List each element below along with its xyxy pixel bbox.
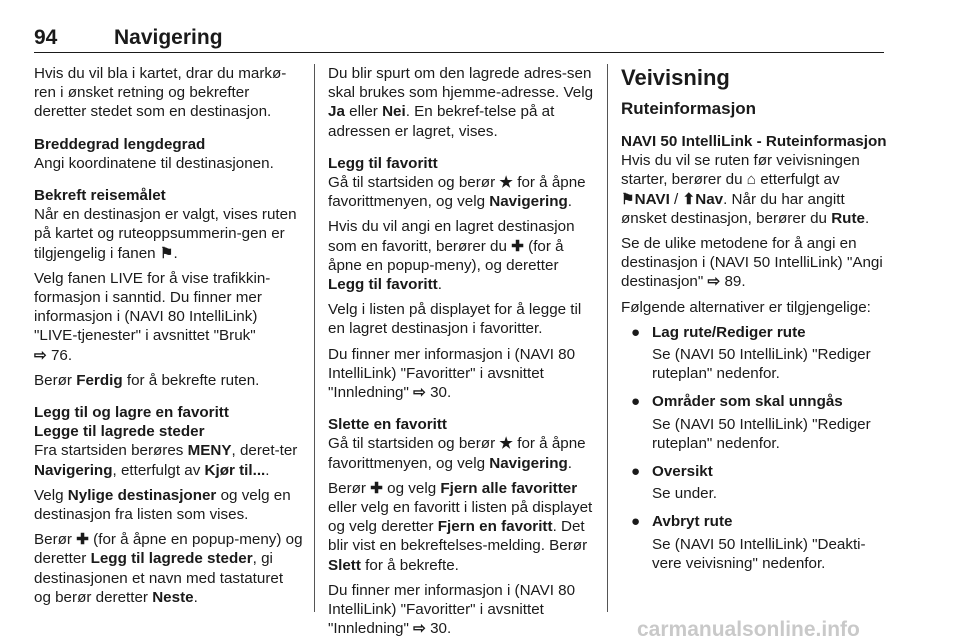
page-reference-icon: ⇨ [34,346,47,364]
heading-confirm-trip: Bekreft reisemålet [34,187,166,205]
page-reference-icon: ⇨ [413,384,426,402]
paragraph-scroll-map: Hvis du vil bla i kartet, drar du markø-ren i ønsket retning og bekrefter deretter stedet som en destinasjon. [34,65,287,121]
watermark: carmanualsonline.info [637,618,860,641]
paragraph-plus: Berør ✚ (for å åpne en popup-meny) og deretter Legg til lagrede steder, gi destinasjonen et navn med tastaturet og berør deretter Neste. [34,531,303,606]
paragraph-confirm-trip: Når en destinasjon er valgt, vises ruten på kartet og ruteoppsummerin-gen er tilgjengelig i fanen ⚑. [34,206,297,262]
bullet-icon: ● [631,323,641,341]
list-item: ● Lag rute/Rediger rute Se (NAVI 50 IntelliLink) "Rediger ruteplan" nedenfor. [631,323,871,383]
paragraph-more-info-1: Du finner mer informasjon i (NAVI 80 IntelliLink) "Favoritter" i avsnittet "Innledning" ⇨ 30. [328,345,576,402]
column-3 [621,64,887,582]
chapter-title: Navigering [114,26,223,49]
section-subtitle: Ruteinformasjon [621,99,757,118]
plus-icon: ✚ [511,237,524,255]
paragraph-done: Berør Ferdig for å bekrefte ruten. [34,371,260,389]
heading-add-favourite: Legg til og lagre en favoritt [34,404,229,422]
header-divider [34,52,884,53]
page-header [34,26,884,52]
paragraph-home-address: Du blir spurt om den lagrede adres-sen skal brukes som hjemme-adresse. Velg Ja eller Nei. En bekref-telse på at adressen er lagret, vises. [328,65,594,140]
navigation-arrow-icon: ⬆ [682,190,696,208]
list-item: ● Oversikt Se under. [631,463,718,503]
plus-icon: ✚ [76,531,89,549]
paragraph-remove: Berør ✚ og velg Fjern alle favoritter eller velg en favoritt i listen på displayet og velg deretter Fjern en favoritt. Det blir vist en bekreftelses-melding. Berør Slett for å bekrefte. [328,479,593,574]
paragraph-add-favourite: Gå til startsiden og berør ★ for å åpne favorittmenyen, og velg Navigering. [328,174,586,211]
flag-icon: ⚑ [159,244,174,262]
heading-coordinates: Breddegrad lengdegrad [34,135,206,153]
paragraph-view-route: Hvis du vil se ruten før veivisningen starter, berører du ⌂ etterfulgt av ⚑NAVI / ⬆Nav. Når du har angitt ønsket destinasjon, berører du Rute. [621,152,870,227]
column-1 [34,64,304,613]
paragraph-options-intro: Følgende alternativer er tilgjengelige: [621,298,871,316]
section-title: Veivisning [621,65,730,90]
paragraph-saved-places: Fra startsiden berøres MENY, deret-ter Navigering, etterfulgt av Kjør til.... [34,442,298,479]
star-icon: ★ [499,435,513,453]
paragraph-select-list: Velg i listen på displayet for å legge til en lagret destinasjon i favoritter. [328,301,582,338]
list-item: ● Områder som skal unngås Se (NAVI 50 IntelliLink) "Rediger ruteplan" nedenfor. [631,393,871,452]
heading-add-favourite-2: Legg til favoritt [328,154,438,172]
options-list [621,323,887,573]
bullet-icon: ● [631,513,641,531]
paragraph-saved-as-favourite: Hvis du vil angi en lagret destinasjon som en favoritt, berører du ✚ (for å åpne en popup-meny), og deretter Legg til favoritt. [328,218,575,294]
page-number: 94 [34,26,58,49]
bullet-icon: ● [631,463,641,481]
home-icon: ⌂ [746,171,756,189]
list-item: ● Avbryt rute Se (NAVI 50 IntelliLink) "Deakti-vere veivisning" nedenfor. [631,513,866,572]
column-divider-2 [607,64,608,612]
paragraph-recent: Velg Nylige destinasjoner og velg en destinasjon fra listen som vises. [34,486,291,524]
paragraph-coordinates: Angi koordinatene til destinasjonen. [34,154,274,172]
plus-icon: ✚ [370,479,383,497]
done-label: Ferdig [76,371,123,389]
flag-icon: ⚑ [621,190,635,208]
paragraph-live: Velg fanen LIVE for å vise trafikkin-formasjon i sanntid. Du finner mer informasjon i (NAVI 80 IntelliLink) "LIVE-tjenester" i avsnittet "Bruk" ⇨ 76. [34,269,271,364]
page-reference-icon: ⇨ [707,273,721,291]
column-divider-1 [314,64,315,612]
paragraph-destination-methods: Se de ulike metodene for å angi en destinasjon i (NAVI 50 IntelliLink) "Angi destinasjon" ⇨ 89. [621,235,883,291]
page-reference-icon: ⇨ [413,620,426,638]
heading-navi50-route-info: NAVI 50 IntelliLink - Ruteinformasjon [621,133,887,150]
heading-add-saved-places: Legge til lagrede steder [34,423,205,441]
heading-delete-favourite: Slette en favoritt [328,416,447,434]
paragraph-more-info-2: Du finner mer informasjon i (NAVI 80 IntelliLink) "Favoritter" i avsnittet "Innledning" ⇨ 30. [328,581,576,638]
star-icon: ★ [499,174,513,192]
paragraph-delete-favourite: Gå til startsiden og berør ★ for å åpne favorittmenyen, og velg Navigering. [328,435,586,472]
column-2 [328,64,594,644]
bullet-icon: ● [631,393,641,411]
